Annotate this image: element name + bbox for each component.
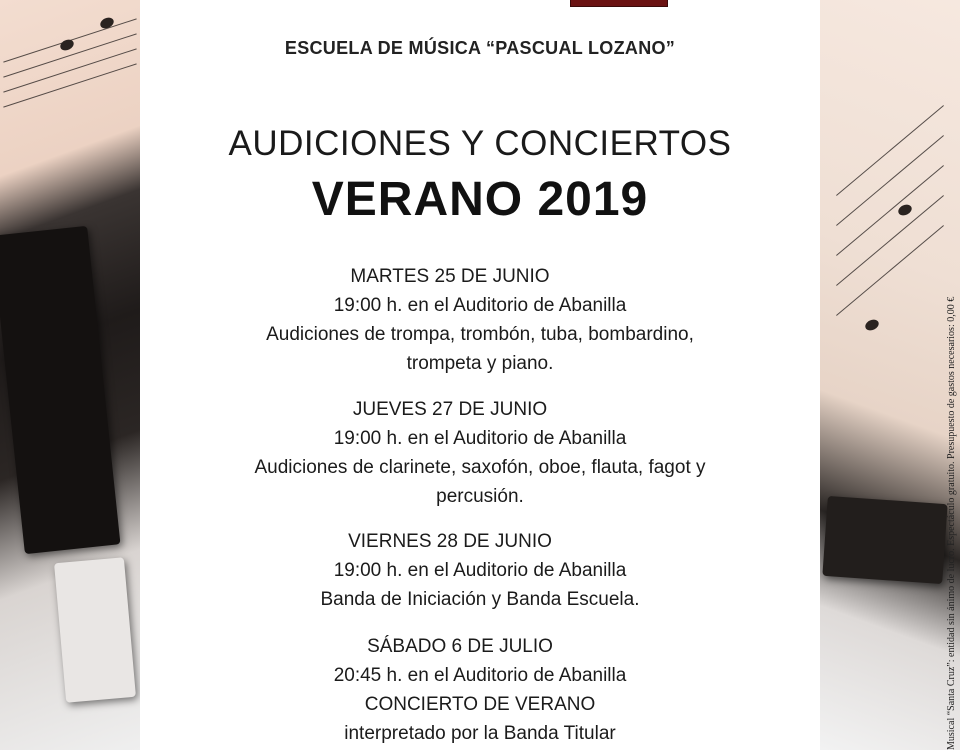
event-3 [140, 527, 820, 614]
poster-title: AUDICIONES Y CONCIERTOS [228, 124, 732, 163]
logo-tab [570, 0, 668, 7]
event-date: VIERNES 28 DE JUNIO [348, 531, 552, 552]
event-description: Banda de Iniciación y Banda Escuela. [320, 589, 640, 610]
event-time-place: 19:00 h. en el Auditorio de Abanilla [333, 295, 627, 316]
poster-panel [140, 0, 820, 750]
event-time-place: 19:00 h. en el Auditorio de Abanilla [333, 560, 627, 581]
event-description: Audiciones de clarinete, saxofón, oboe, flauta, fagot y [254, 457, 706, 478]
poster-subtitle: VERANO 2019 [311, 173, 649, 226]
background-right-strip [820, 0, 960, 750]
event-description: percusión. [436, 486, 524, 507]
piano-key-white [54, 557, 136, 703]
event-time-place: 19:00 h. en el Auditorio de Abanilla [333, 428, 627, 449]
event-2 [140, 395, 820, 511]
event-date: JUEVES 27 DE JUNIO [352, 399, 548, 420]
event-description: trompeta y piano. [406, 353, 554, 374]
piano-key-black-right [822, 496, 947, 584]
school-name: ESCUELA DE MÚSICA “PASCUAL LOZANO” [284, 38, 676, 58]
event-1 [140, 262, 820, 378]
legal-side-note: Musical “Santa Cruz”: entidad sin ánimo de lucro. Espectáculo gratuito. Presupuesto de gastos necesarios: 0,00 € [946, 296, 957, 750]
event-time-place: 20:45 h. en el Auditorio de Abanilla [333, 665, 627, 686]
event-description: CONCIERTO DE VERANO [364, 694, 596, 715]
event-date: MARTES 25 DE JUNIO [350, 266, 550, 287]
event-4 [140, 632, 820, 748]
event-date: SÁBADO 6 DE JULIO [367, 636, 553, 657]
event-description: Audiciones de trompa, trombón, tuba, bombardino, [266, 324, 694, 345]
event-description: interpretado por la Banda Titular [344, 723, 616, 744]
